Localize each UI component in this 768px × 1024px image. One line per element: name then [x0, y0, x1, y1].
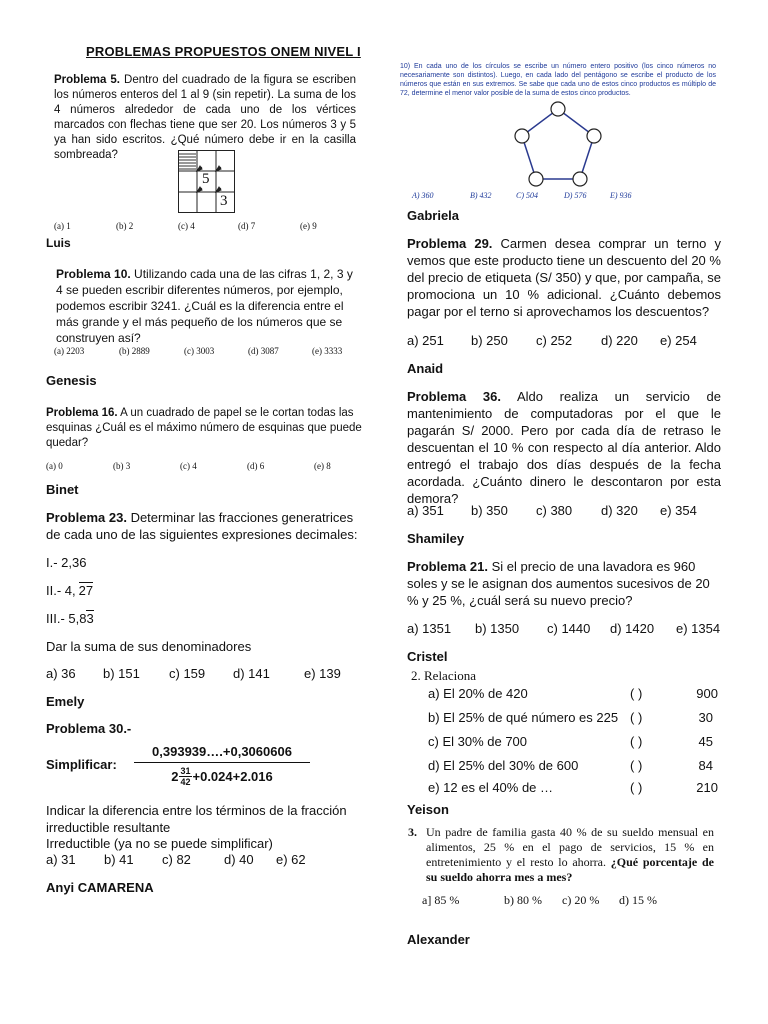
grid-number-5: 5	[202, 171, 210, 187]
mixed-whole: 2	[171, 769, 179, 784]
problem-10-label: Problema 10.	[56, 267, 131, 281]
problem-21	[407, 558, 723, 609]
decimal-i: I.- 2,36	[46, 555, 87, 570]
student-name-luis: Luis	[46, 236, 71, 250]
student-name-binet: Binet	[46, 482, 79, 497]
relation-text: a) El 20% de 420	[428, 686, 528, 701]
option: e) 354	[660, 503, 697, 518]
option: (e) 8	[314, 461, 331, 471]
problem-23	[46, 509, 366, 543]
shaded-cell	[179, 154, 196, 169]
relation-row	[428, 686, 718, 701]
option: a) 1351	[407, 621, 452, 636]
option: (e) 3333	[312, 346, 343, 356]
option: a) 351	[407, 503, 444, 518]
option: d) 1420	[610, 621, 655, 636]
option: b) 250	[471, 333, 508, 348]
grid-figure	[178, 150, 235, 213]
fraction	[134, 744, 310, 787]
option: D) 576	[564, 191, 587, 200]
student-name-cristel: Cristel	[407, 649, 448, 664]
student-name-yeison: Yeison	[407, 802, 449, 817]
relation-text: d) El 25% del 30% de 600	[428, 758, 579, 773]
problem-23-label: Problema 23.	[46, 510, 127, 525]
problem-5-options	[54, 221, 354, 231]
student-name-emely: Emely	[46, 694, 85, 709]
option: a) 251	[407, 333, 444, 348]
denominator-rest: +0.024+2.016	[192, 769, 273, 784]
option: b) 1350	[475, 621, 520, 636]
problem-10-pentagon: 10) En cada uno de los círculos se escribe un número entero positivo (los cinco números no necesariamente son distintos). Luego, en cada lado del pentágono se escribe el producto de los números que están en sus extremos. Se sabe que cada uno de estos cinco productos es múltiplo de 72, determine el menor valor posible de la suma de estos cinco productos.	[400, 63, 716, 97]
problem-10	[56, 266, 360, 346]
option: B) 432	[470, 191, 492, 200]
option: (a) 1	[54, 221, 71, 231]
problem-3-text: Un padre de familia gasta 40 % de su sueldo mensual en alimentos, 25 % en el pago de servicios, 15 % en entretenimiento y el resto lo ahorra.	[426, 825, 714, 869]
option: d) 15 %	[619, 893, 657, 907]
fraction-denominator	[134, 763, 310, 787]
relaciona-heading: 2. Relaciona	[411, 668, 476, 683]
student-name-genesis: Genesis	[46, 373, 97, 388]
option: d) 40	[224, 852, 254, 867]
option: (b) 2	[116, 221, 134, 231]
problem-3-options	[422, 893, 657, 908]
option: c) 159	[169, 666, 206, 681]
option: e) 1354	[676, 621, 721, 636]
problem-10-text: Utilizando cada una de las cifras 1, 2, 3 y 4 se pueden escribir diferentes números, por ejemplo, podemos escribir 3241. ¿Cuál es la diferencia entre el más grande y el más pequeño de los números que se construyen así?	[56, 267, 353, 345]
option: e) 254	[660, 333, 697, 348]
option: a] 85 %	[422, 893, 460, 907]
problem-36-text: Aldo realiza un servicio de mantenimiento de computadoras por el que le pagarán S/ 2000. Pero por cada día de retraso le descuentan el 10 % con respecto al día anterior. Aldo entregó el trabajo dos días después de la fecha acordada. ¿Cuánto dinero le descontaron por esta demora?	[407, 389, 721, 506]
fraction-numerator: 0,393939….+0,3060606	[134, 744, 310, 763]
student-name-shamiley: Shamiley	[407, 531, 465, 546]
relation-value: 900	[696, 686, 718, 701]
relation-value: 30	[698, 710, 713, 725]
option: d) 320	[601, 503, 638, 518]
option: (c) 3003	[184, 346, 215, 356]
relation-blank: ( )	[630, 710, 643, 725]
option: (c) 4	[180, 461, 197, 471]
option: (d) 3087	[248, 346, 279, 356]
problem-23-text: Determinar las fracciones generatrices de cada uno de las siguientes expresiones decimales:	[46, 510, 358, 542]
relation-row	[428, 758, 713, 773]
decimal-ii-prefix: II.- 4,	[46, 583, 76, 598]
relation-row	[428, 734, 713, 749]
option: c) 82	[162, 852, 191, 867]
pentagon-figure	[512, 100, 604, 188]
option: a) 31	[46, 852, 76, 867]
problem-29-label: Problema 29.	[407, 236, 493, 251]
relation-value: 84	[698, 758, 713, 773]
relation-blank: ( )	[630, 734, 643, 749]
problem-29-text: Carmen desea comprar un terno y vemos que este producto tiene un descuento del 20 % del precio de etiqueta (S/ 350) y que, por campaña, se promociona un 10 % adicional. ¿Cuánto debemos pagar por el terno si aprovechamos los descuentos?	[407, 236, 721, 319]
option: (e) 9	[300, 221, 317, 231]
option: a) 36	[46, 666, 76, 681]
student-name-anyi: Anyi CAMARENA	[46, 880, 154, 895]
decimal-iii	[46, 610, 94, 627]
pentagon-svg	[512, 100, 604, 188]
option: C) 504	[516, 191, 538, 200]
page-title: PROBLEMAS PROPUESTOS ONEM NIVEL I	[86, 44, 361, 59]
option: (b) 3	[113, 461, 131, 471]
problem-23-options	[46, 666, 341, 681]
option: (c) 4	[178, 221, 195, 231]
student-name-alexander: Alexander	[407, 932, 470, 947]
problem-29	[407, 235, 721, 320]
problem-21-label: Problema 21.	[407, 559, 488, 574]
option: (d) 7	[238, 221, 256, 231]
problem-16	[46, 406, 362, 451]
mixed-fraction	[179, 766, 191, 787]
student-name-gabriela: Gabriela	[407, 208, 460, 223]
problem-30-note: Irreductible (ya no se puede simplificar)	[46, 836, 273, 851]
problem-16-label: Problema 16.	[46, 407, 118, 419]
problem-5-text: Dentro del cuadrado de la figura se escriben los números enteros del 1 al 9 (sin repetir). La suma de los 4 números alrededor de cada uno de los vértices marcados con flechas tiene que ser 20. Los números 3 y 5 ya han sido escritos. ¿Qué número debe ir en la casilla sombreada?	[54, 74, 356, 161]
option: (a) 2203	[54, 346, 85, 356]
option: b) 151	[103, 666, 140, 681]
option: b) 41	[104, 852, 134, 867]
option: E) 936	[610, 191, 632, 200]
problem-3-ask: ¿Qué porcentaje de su sueldo ahorra mes a mes?	[426, 855, 714, 884]
option: c) 380	[536, 503, 573, 518]
decimal-iii-prefix: III.- 5,8	[46, 611, 87, 626]
option: c) 20 %	[562, 893, 600, 907]
relation-text: e) 12 es el 40% de …	[428, 780, 554, 795]
option: A) 360	[412, 191, 434, 200]
mixed-numerator: 31	[180, 766, 191, 776]
circle-nodes	[515, 102, 601, 186]
problem-3-number: 3.	[408, 825, 417, 839]
problem-30-label: Problema 30.-	[46, 721, 132, 736]
decimal-ii	[46, 582, 93, 599]
grid-number-3: 3	[220, 193, 228, 209]
problem-3	[426, 825, 714, 885]
decimal-iii-repeating: 3	[86, 611, 94, 626]
relation-text: b) El 25% de qué número es 225	[428, 710, 619, 725]
option: (b) 2889	[119, 346, 150, 356]
problem-30-ask: Indicar la diferencia entre los términos de la fracción irreductible resultante	[46, 803, 347, 835]
relation-value: 210	[696, 780, 718, 795]
option: e) 62	[276, 852, 306, 867]
problem-10-options	[54, 346, 354, 356]
decimal-ii-repeating: 27	[78, 583, 94, 598]
problem-36-options	[407, 503, 697, 518]
option: c) 1440	[547, 621, 591, 636]
relation-row	[428, 780, 718, 795]
problem-5-label: Problema 5.	[54, 74, 121, 86]
problem-29-options	[407, 333, 697, 348]
option: (d) 6	[247, 461, 265, 471]
relation-blank: ( )	[630, 686, 643, 701]
problem-21-options	[407, 621, 720, 636]
option: c) 252	[536, 333, 573, 348]
pentagon-options	[412, 191, 632, 200]
option: (a) 0	[46, 461, 63, 471]
option: b) 350	[471, 503, 508, 518]
problem-30-options	[46, 852, 306, 867]
simplify-label: Simplificar:	[46, 757, 117, 772]
relation-row	[428, 710, 713, 725]
option: b) 80 %	[504, 893, 542, 907]
option: d) 141	[233, 666, 270, 681]
relation-blank: ( )	[630, 758, 643, 773]
student-name-anaid: Anaid	[407, 361, 444, 376]
problem-36	[407, 388, 721, 507]
problem-16-options	[46, 461, 346, 471]
option: d) 220	[601, 333, 638, 348]
problem-16-text: A un cuadrado de papel se le cortan todas las esquinas ¿Cuál es el máximo número de esquinas que puede quedar?	[46, 407, 362, 449]
relation-blank: ( )	[630, 780, 643, 795]
problem-23-ask: Dar la suma de sus denominadores	[46, 639, 252, 654]
problem-21-text: Si el precio de una lavadora es 960 soles y se le asignan dos aumentos sucesivos de 20 % y 25 %, ¿cuál será su nuevo precio?	[407, 559, 710, 608]
relation-text: c) El 30% de 700	[428, 734, 528, 749]
option: e) 139	[304, 666, 341, 681]
relation-value: 45	[698, 734, 713, 749]
problem-36-label: Problema 36.	[407, 389, 501, 404]
mixed-denominator: 42	[180, 777, 191, 787]
